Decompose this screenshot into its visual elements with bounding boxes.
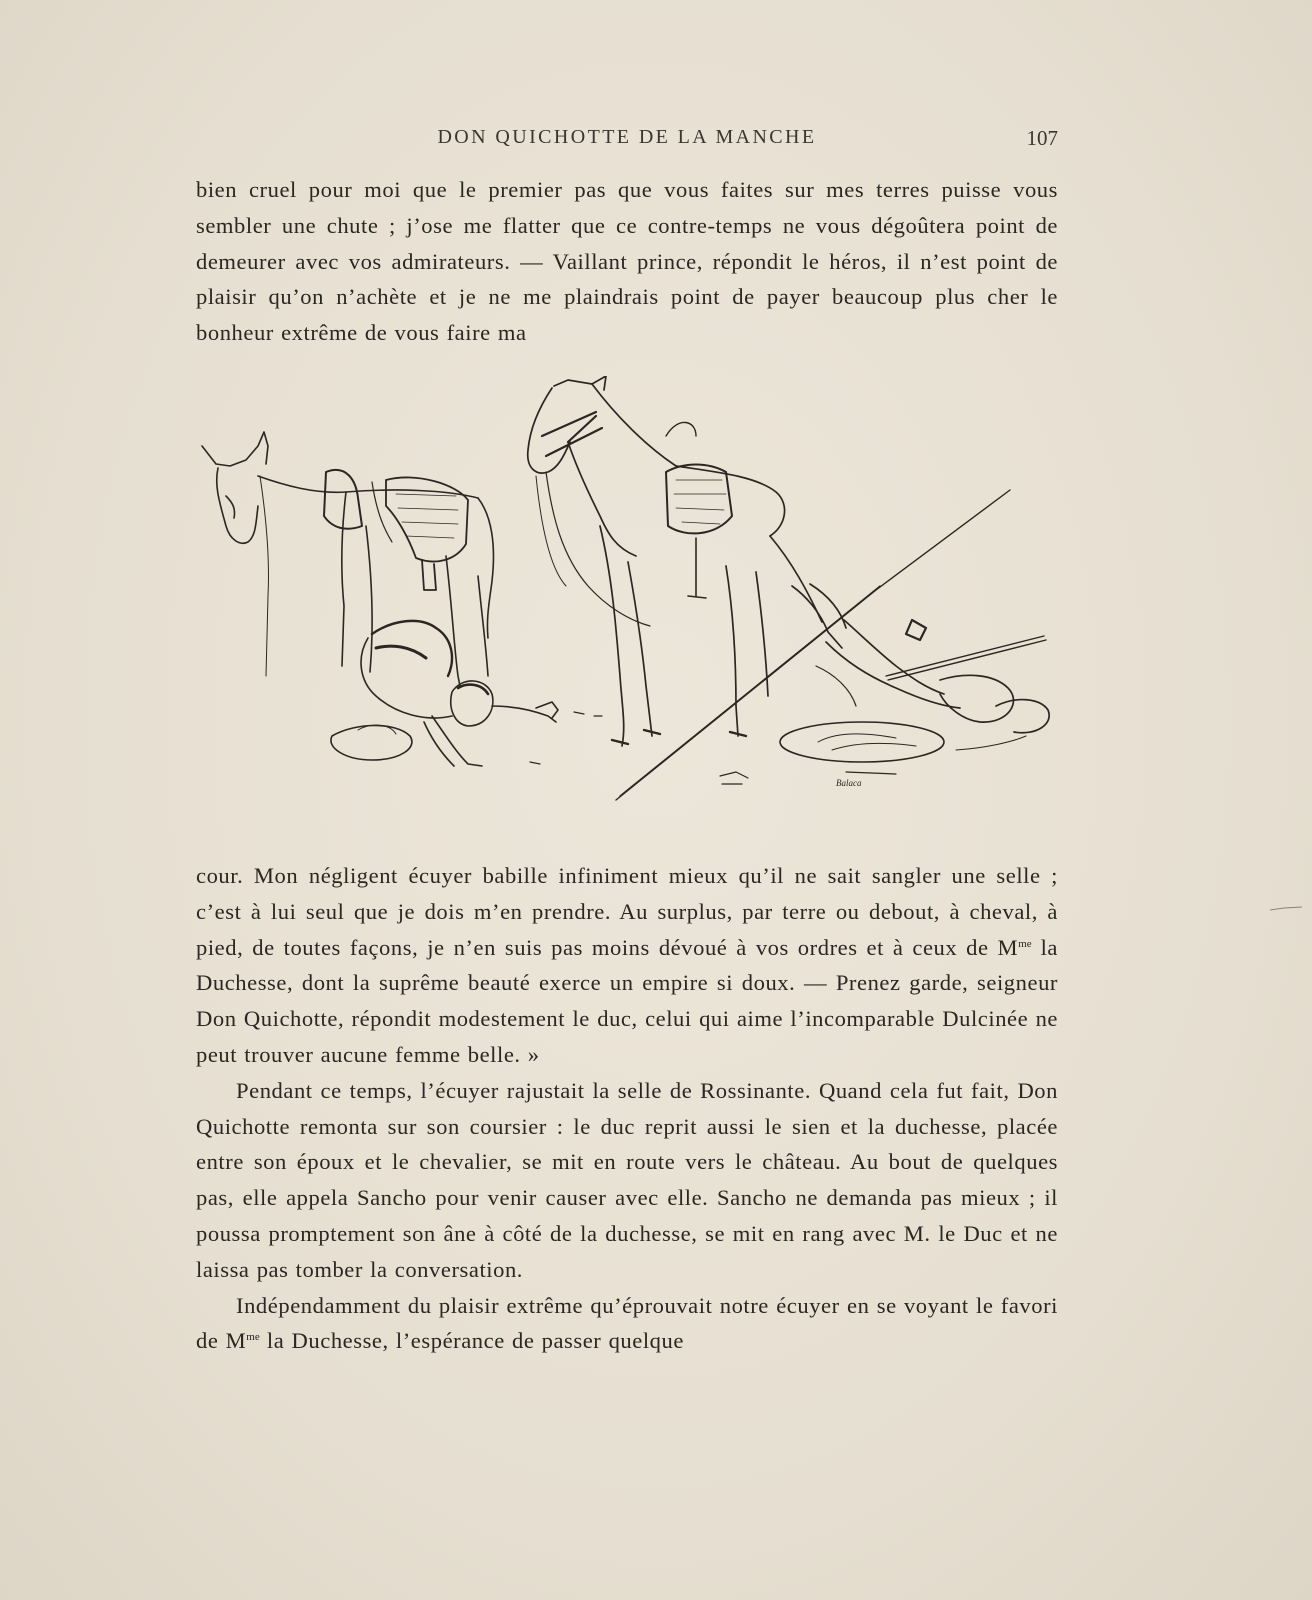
illustrator-signature: Balaca	[836, 778, 862, 788]
horse-drawing	[528, 376, 822, 746]
text-block-top	[196, 172, 1058, 351]
running-head	[196, 126, 1058, 156]
lances-drawing	[616, 490, 1046, 800]
illustration-fallen-knight	[196, 376, 1076, 821]
superscript-abbreviation: me	[1018, 937, 1032, 950]
paragraph-narration-part-1: Indépendamment du plaisir extrême qu’éprouvait notre écuyer en se voyant le favori de M	[196, 1292, 1058, 1354]
paragraph-narration: Pendant ce temps, l’écuyer rajustait la selle de Rossinante. Quand cela fut fait, Don Quichotte remonta sur son coursier : le duc reprit aussi le sien et la duchesse, placée entre son époux et le chevalier, se mit en route vers le château. Au bout de quelques pas, elle appela Sancho pour venir causer avec elle. Sancho ne demanda pas mieux ; il poussa promptement son âne à côté de la duchesse, se mit en rang avec M. le Duc et ne laissa pas tomber la conversation.	[196, 1077, 1058, 1282]
text-block-bottom	[196, 858, 1058, 1359]
paragraph-dialogue-part-1: cour. Mon négligent écuyer babille infiniment mieux qu’il ne sait sangler une selle ; c’est à lui seul que je dois m’en prendre. Au surplus, par terre ou debout, à cheval, à pied, de toutes façons, je n’en suis pas moins dévoué à vos ordres et à ceux de M	[196, 863, 1058, 960]
paragraph-narration-continued	[196, 1288, 1058, 1360]
paragraph-narration-part-2: la Duchesse, l’espérance de passer quelque	[259, 1328, 684, 1354]
superscript-abbreviation: me	[246, 1331, 260, 1344]
running-title: DON QUICHOTTE DE LA MANCHE	[437, 126, 817, 148]
paragraph-continued: bien cruel pour moi que le premier pas que vous faites sur mes terres puisse vous sembler une chute ; j’ose me flatter que ce contre-temps ne vous dégoûtera point de demeurer avec vos admirateurs. — Vaillant prince, répondit le héros, il n’est point de plaisir qu’on n’achète et je ne me plaindrais point de payer beaucoup plus cher le bonheur extrême de vous faire ma	[196, 177, 1058, 346]
stray-ink-mark	[1268, 904, 1304, 914]
paragraph-dialogue-part-2: la Duchesse, dont la suprême beauté exerce un empire si doux. — Prenez garde, seigneur Don Quichotte, répondit modestement le duc, celui qui aime l’incomparable Dulcinée ne peut trouver aucune femme belle. »	[196, 934, 1059, 1067]
fallen-squire-drawing	[331, 621, 558, 766]
page-number: 107	[1026, 126, 1058, 150]
paragraph-dialogue	[196, 858, 1058, 1073]
